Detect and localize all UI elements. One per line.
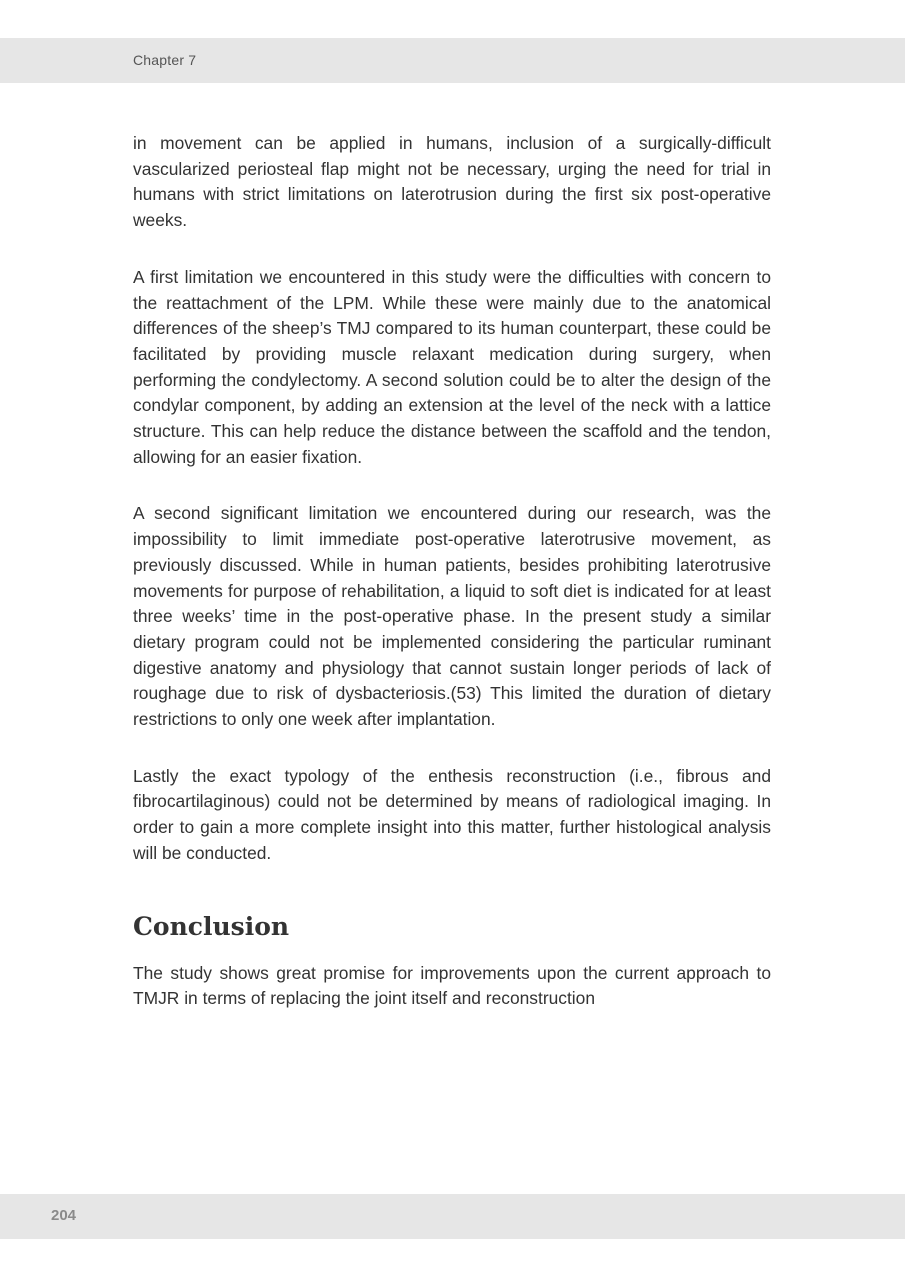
running-header	[0, 38, 905, 83]
chapter-label: Chapter 7	[133, 52, 197, 68]
body-paragraph: Lastly the exact typology of the enthesis reconstruction (i.e., fibrous and fibrocartilaginous) could not be determined by means of radiological imaging. In order to gain a more complete insight into this matter, further histological analysis will be conducted.	[133, 765, 771, 863]
body-paragraph: A second significant limitation we encountered during our research, was the impossibility to limit immediate post-operative laterotrusive movement, as previously discussed. While in human patients, besides prohibiting laterotrusive movements for purpose of rehabilitation, a liquid to soft diet is indicated for at least three weeks’ time in the post-operative phase. In the present study a similar dietary program could not be implemented considering the particular ruminant digestive anatomy and physiology that cannot sustain longer periods of lack of roughage due to risk of dysbacteriosis.(53) This limited the duration of dietary restrictions to only one week after implantation.	[133, 503, 771, 730]
page-number: 204	[51, 1207, 77, 1224]
body-paragraph: A first limitation we encountered in this study were the difficulties with concern to the reattachment of the LPM. While these were mainly due to the anatomical differences of the sheep’s TMJ compared to its human counterpart, these could be facilitated by providing muscle relaxant medication during surgery, when performing the condylectomy. A second solution could be to alter the design of the condylar component, by adding an extension at the level of the neck with a lattice structure. This can help reduce the distance between the scaffold and the tendon, allowing for an easier fixation.	[133, 266, 771, 467]
running-footer	[0, 1194, 905, 1239]
body-paragraph: in movement can be applied in humans, inclusion of a surgically-difficult vascularized periosteal flap might not be necessary, urging the need for trial in humans with strict limitations on laterotrusion during the first six post-operative weeks.	[133, 133, 771, 231]
page-body	[133, 131, 771, 1043]
section-heading-conclusion: Conclusion	[133, 911, 290, 941]
conclusion-paragraph: The study shows great promise for improvements upon the current approach to TMJR in terms of replacing the joint itself and reconstruction	[133, 962, 771, 1009]
